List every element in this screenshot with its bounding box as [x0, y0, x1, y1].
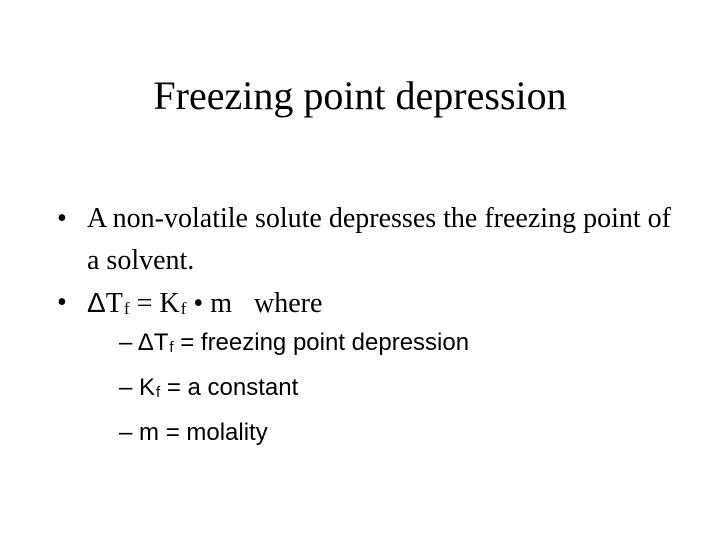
bullet-list: [57, 198, 677, 328]
dash-marker: –: [119, 419, 133, 446]
definition-item: [119, 322, 639, 367]
definition-item: [119, 367, 639, 412]
bullet-text: A non-volatile solute depresses the freezing point of a solvent.: [87, 203, 671, 276]
eq-where: where: [253, 288, 323, 319]
eq-subscript-f: f: [180, 299, 187, 319]
bullet-marker: •: [57, 287, 67, 318]
slide-title: Freezing point depression: [153, 73, 567, 118]
dash-marker: –: [119, 374, 133, 401]
delta-symbol: Δ: [87, 287, 106, 318]
eq-subscript-f: f: [123, 299, 130, 319]
eq-dot: •: [186, 288, 211, 319]
def-subscript-f: f: [156, 384, 161, 401]
def-T: T: [153, 329, 169, 356]
eq-m: m: [210, 288, 232, 319]
bullet-item: [57, 198, 677, 282]
def-K: K: [139, 374, 156, 401]
definition-item: [119, 412, 639, 453]
bullet-marker: •: [57, 203, 67, 234]
def-subscript-f: f: [169, 339, 174, 356]
def-text: = a constant: [160, 374, 299, 401]
def-delta: Δ: [137, 329, 154, 356]
eq-T: T: [105, 288, 123, 319]
eq-equals-K: = K: [129, 288, 180, 319]
definition-list: [119, 322, 639, 453]
dash-marker: –: [119, 329, 133, 356]
def-text: m = molality: [139, 419, 268, 446]
def-text: = freezing point depression: [173, 329, 470, 356]
